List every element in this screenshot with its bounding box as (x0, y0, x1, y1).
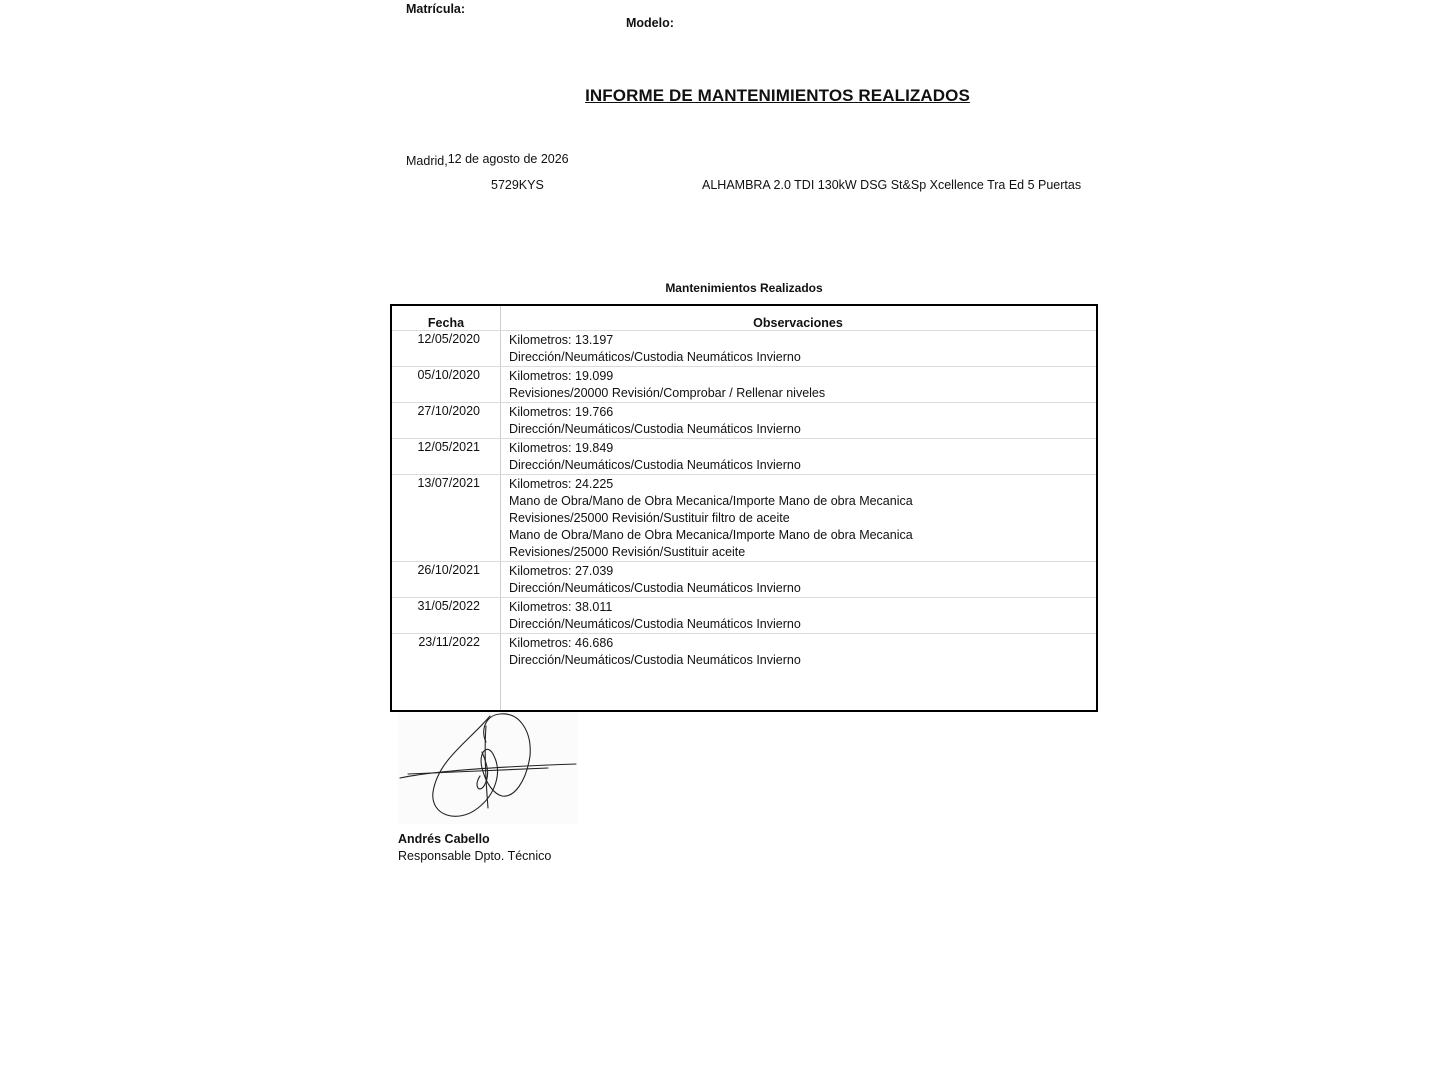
observation-line: Revisiones/20000 Revisión/Comprobar / Rellenar niveles (509, 386, 826, 400)
table-row (392, 438, 1096, 474)
model-label: Modelo: (626, 16, 674, 30)
row-observations (509, 598, 1096, 633)
signer-role: Responsable Dpto. Técnico (398, 849, 552, 863)
observation-line: Kilometros: 24.225 (509, 477, 614, 491)
place: Madrid, (406, 154, 448, 168)
table-row (392, 474, 1096, 561)
table-row (392, 366, 1096, 402)
row-observations (509, 439, 1096, 474)
observation-line: Kilometros: 46.686 (509, 636, 614, 650)
plate-value: 5729KYS (491, 178, 544, 192)
observation-line: Dirección/Neumáticos/Custodia Neumáticos Invierno (509, 458, 801, 472)
report-date: 12 de agosto de 2026 (447, 152, 569, 166)
table-row (392, 633, 1096, 669)
observation-line: Dirección/Neumáticos/Custodia Neumáticos Invierno (509, 653, 801, 667)
table-row (392, 330, 1096, 366)
row-date: 12/05/2020 (417, 332, 480, 346)
row-observations (509, 367, 1096, 402)
signature-icon (398, 712, 578, 824)
row-observations (509, 331, 1096, 366)
row-observations (509, 403, 1096, 438)
row-date: 12/05/2021 (417, 440, 480, 454)
row-observations (509, 634, 1096, 669)
header-date: Fecha (427, 316, 465, 330)
observation-line: Kilometros: 27.039 (509, 564, 614, 578)
row-observations (509, 562, 1096, 597)
observation-line: Kilometros: 38.011 (509, 600, 613, 614)
header-observations: Observaciones (753, 316, 843, 330)
maintenance-table (390, 304, 1098, 712)
row-observations (509, 475, 1096, 561)
observation-line: Dirección/Neumáticos/Custodia Neumáticos Invierno (509, 350, 801, 364)
observation-line: Revisiones/25000 Revisión/Sustituir filtro de aceite (509, 511, 790, 525)
document-title: INFORME DE MANTENIMIENTOS REALIZADOS (585, 86, 970, 105)
observation-line: Kilometros: 19.766 (509, 405, 614, 419)
row-date: 26/10/2021 (417, 563, 480, 577)
observation-line: Mano de Obra/Mano de Obra Mecanica/Importe Mano de obra Mecanica (509, 494, 913, 508)
row-date: 05/10/2020 (417, 368, 480, 382)
table-body (392, 330, 1096, 669)
observation-line: Dirección/Neumáticos/Custodia Neumáticos Invierno (509, 422, 801, 436)
section-title: Mantenimientos Realizados (665, 281, 823, 295)
observation-line: Mano de Obra/Mano de Obra Mecanica/Importe Mano de obra Mecanica (509, 528, 913, 542)
table-row (392, 561, 1096, 597)
observation-line: Revisiones/25000 Revisión/Sustituir aceite (509, 545, 746, 559)
row-date: 31/05/2022 (417, 599, 480, 613)
place-date (406, 152, 569, 166)
table-row (392, 597, 1096, 633)
row-date: 13/07/2021 (417, 476, 480, 490)
observation-line: Dirección/Neumáticos/Custodia Neumáticos Invierno (509, 581, 801, 595)
observation-line: Kilometros: 19.849 (509, 441, 614, 455)
model-value: ALHAMBRA 2.0 TDI 130kW DSG St&Sp Xcellence Tra Ed 5 Puertas (702, 178, 1082, 192)
observation-line: Kilometros: 19.099 (509, 369, 614, 383)
row-date: 23/11/2022 (418, 635, 480, 649)
observation-line: Kilometros: 13.197 (509, 333, 614, 347)
row-date: 27/10/2020 (417, 404, 480, 418)
signer-name: Andrés Cabello (398, 832, 490, 846)
plate-label: Matrícula: (406, 2, 466, 16)
observation-line: Dirección/Neumáticos/Custodia Neumáticos Invierno (509, 617, 801, 631)
table-row (392, 402, 1096, 438)
